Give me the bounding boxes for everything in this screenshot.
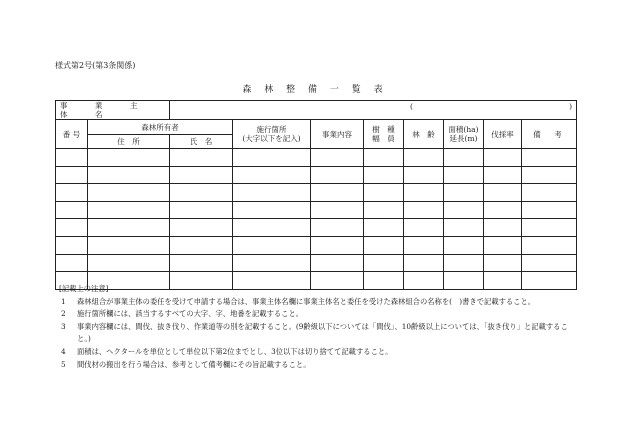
header-content: 事業内容 xyxy=(311,120,364,149)
table-cell[interactable] xyxy=(404,219,444,237)
applicant-row xyxy=(56,101,577,120)
table-cell[interactable] xyxy=(88,201,170,219)
table-cell[interactable] xyxy=(233,184,311,202)
note-item-2 xyxy=(61,308,580,321)
header-site-line1: 施行箇所 xyxy=(256,125,287,134)
form-number-label: 様式第2号(第3条関係) xyxy=(55,61,136,70)
note-item-5 xyxy=(61,359,580,372)
table-cell[interactable] xyxy=(444,149,484,167)
table-row xyxy=(56,236,577,254)
header-site xyxy=(233,120,311,149)
table-cell[interactable] xyxy=(484,184,522,202)
table-cell[interactable] xyxy=(233,201,311,219)
table-cell[interactable] xyxy=(364,254,404,272)
table-cell[interactable] xyxy=(364,236,404,254)
header-site-line2: (大字以下を記入) xyxy=(242,134,301,143)
table-cell[interactable] xyxy=(56,184,88,202)
table-cell[interactable] xyxy=(444,184,484,202)
table-cell[interactable] xyxy=(522,149,577,167)
table-cell[interactable] xyxy=(233,254,311,272)
table-row xyxy=(56,254,577,272)
table-row xyxy=(56,166,577,184)
data-rows xyxy=(56,149,577,290)
forest-maintenance-table xyxy=(55,100,577,290)
note-text: 間伐材の搬出を行う場合は、参考として備考欄にその旨記載すること。 xyxy=(77,359,311,369)
table-cell[interactable] xyxy=(88,219,170,237)
header-remarks: 備 考 xyxy=(522,120,577,149)
table-cell[interactable] xyxy=(522,166,577,184)
table-cell[interactable] xyxy=(233,149,311,167)
table-cell[interactable] xyxy=(484,219,522,237)
note-number: 1 xyxy=(61,296,66,306)
table-cell[interactable] xyxy=(484,166,522,184)
table-cell[interactable] xyxy=(522,201,577,219)
header-name: 氏 名 xyxy=(170,135,233,149)
header-species xyxy=(364,120,404,149)
table-cell[interactable] xyxy=(522,219,577,237)
table-cell[interactable] xyxy=(484,201,522,219)
table-cell[interactable] xyxy=(522,254,577,272)
table-row xyxy=(56,219,577,237)
note-item-3 xyxy=(61,321,580,346)
header-area xyxy=(444,120,484,149)
table-cell[interactable] xyxy=(404,254,444,272)
table-cell[interactable] xyxy=(311,184,364,202)
applicant-label: 事 業 主 体 名 xyxy=(56,101,170,120)
table-cell[interactable] xyxy=(56,254,88,272)
table-cell[interactable] xyxy=(364,149,404,167)
header-owner: 森林所有者 xyxy=(88,120,233,135)
note-text: 施行箇所欄には、該当するすべての大字、字、地番を記載すること。 xyxy=(77,309,304,319)
table-cell[interactable] xyxy=(404,166,444,184)
table-cell[interactable] xyxy=(88,166,170,184)
table-cell[interactable] xyxy=(311,236,364,254)
table-cell[interactable] xyxy=(170,166,233,184)
note-number: 4 xyxy=(61,346,66,356)
table-cell[interactable] xyxy=(170,219,233,237)
table-cell[interactable] xyxy=(522,236,577,254)
table-cell[interactable] xyxy=(364,166,404,184)
header-cut-rate: 伐採率 xyxy=(484,120,522,149)
table-cell[interactable] xyxy=(56,219,88,237)
note-text: 事業内容欄には、間伐、抜き伐り、作業道等の別を記載すること。(9齢級以下については「間伐」、10齢級以上については、「抜き伐り」と記載すること。) xyxy=(77,321,568,344)
header-species-line2: 幅 員 xyxy=(372,134,395,143)
table-cell[interactable] xyxy=(484,149,522,167)
table-cell[interactable] xyxy=(444,166,484,184)
note-number: 5 xyxy=(61,359,66,369)
table-cell[interactable] xyxy=(404,149,444,167)
table-cell[interactable] xyxy=(170,254,233,272)
open-paren: ( xyxy=(410,102,413,111)
table-cell[interactable] xyxy=(444,201,484,219)
header-number: 番 号 xyxy=(56,120,88,149)
table-cell[interactable] xyxy=(56,149,88,167)
table-cell[interactable] xyxy=(233,166,311,184)
table-cell[interactable] xyxy=(233,219,311,237)
table-cell[interactable] xyxy=(311,166,364,184)
table-cell[interactable] xyxy=(88,184,170,202)
table-cell[interactable] xyxy=(170,236,233,254)
header-area-line2: 延長(m) xyxy=(449,134,478,143)
note-number: 3 xyxy=(61,321,66,331)
note-item-1 xyxy=(61,296,580,309)
table-cell[interactable] xyxy=(56,166,88,184)
table-row xyxy=(56,184,577,202)
table-row xyxy=(56,149,577,167)
header-age: 林 齢 xyxy=(404,120,444,149)
table-cell[interactable] xyxy=(404,236,444,254)
table-cell[interactable] xyxy=(364,184,404,202)
notes-heading: [記載上の注意] xyxy=(59,284,109,293)
table-cell[interactable] xyxy=(444,236,484,254)
table-cell[interactable] xyxy=(170,201,233,219)
table-cell[interactable] xyxy=(484,254,522,272)
table-cell[interactable] xyxy=(404,184,444,202)
table-cell[interactable] xyxy=(404,201,444,219)
table-cell[interactable] xyxy=(88,149,170,167)
table-cell[interactable] xyxy=(170,149,233,167)
table-cell[interactable] xyxy=(444,219,484,237)
close-paren: ) xyxy=(569,102,572,111)
table-cell[interactable] xyxy=(364,201,404,219)
note-number: 2 xyxy=(61,309,66,319)
table-row xyxy=(56,201,577,219)
table-cell[interactable] xyxy=(88,254,170,272)
table-cell[interactable] xyxy=(170,184,233,202)
table-cell[interactable] xyxy=(364,219,404,237)
table-cell[interactable] xyxy=(311,219,364,237)
table-cell[interactable] xyxy=(233,236,311,254)
document-title: 森 林 整 備 一 覧 表 xyxy=(242,85,388,95)
header-area-line1: 面積(ha) xyxy=(448,125,479,134)
table-cell[interactable] xyxy=(56,236,88,254)
notes-section xyxy=(55,283,580,371)
applicant-value-cell[interactable] xyxy=(170,101,577,120)
table-cell[interactable] xyxy=(444,254,484,272)
table-cell[interactable] xyxy=(311,149,364,167)
table-cell[interactable] xyxy=(311,201,364,219)
table-cell[interactable] xyxy=(522,184,577,202)
header-address: 住 所 xyxy=(88,135,170,149)
note-text: 森林組合が事業主体の委任を受けて申請する場合は、事業主体名欄に事業主体名と委任を受けた森林組合の名称を( )書きで記載すること。 xyxy=(77,296,536,306)
header-species-line1: 樹 種 xyxy=(372,125,395,134)
header-row-1 xyxy=(56,120,577,135)
table-cell[interactable] xyxy=(56,201,88,219)
table-cell[interactable] xyxy=(484,236,522,254)
note-text: 面積は、ヘクタールを単位として単位以下第2位までとし、3位以下は切り捨てて記載すること。 xyxy=(77,346,393,356)
table-cell[interactable] xyxy=(311,254,364,272)
table-cell[interactable] xyxy=(88,236,170,254)
note-item-4 xyxy=(61,346,580,359)
